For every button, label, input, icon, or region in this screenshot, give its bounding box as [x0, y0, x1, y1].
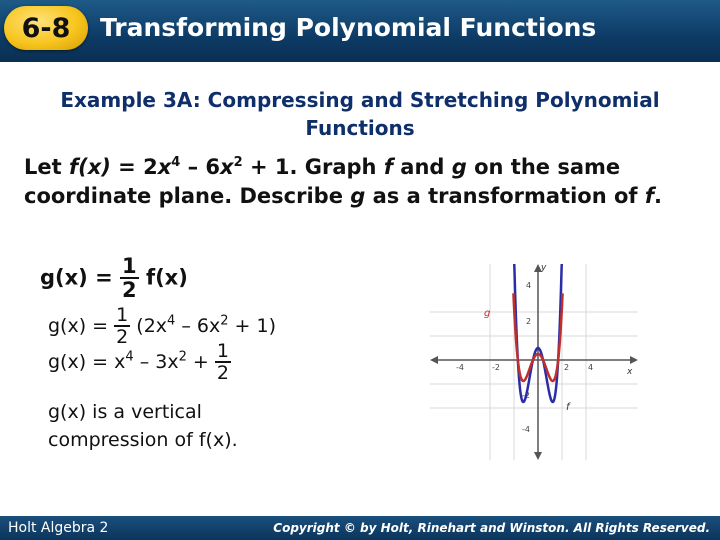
y-axis-label: y	[541, 264, 547, 273]
y-tick-label: 4	[526, 281, 532, 290]
problem-statement: Let $f(x) = 2x^4 - 6x^2 + 1$. Graph f and g on the same coordinate plane. Describe g as a transformation of f.	[24, 155, 662, 208]
x-tick-label: 2	[564, 363, 570, 372]
x-tick-label: -2	[492, 363, 500, 372]
y-axis-arrow-down-icon	[534, 452, 542, 460]
fraction-half: $\frac{1}{2}$	[122, 254, 137, 302]
curve-f-label: f	[566, 402, 570, 413]
fraction-half: $\frac{1}{2}$	[216, 340, 229, 384]
publisher-label: Holt Algebra 2	[8, 520, 109, 536]
y-tick-label: -2	[522, 391, 530, 400]
lesson-number: 6-8	[21, 13, 71, 44]
copyright-notice: Copyright © by Holt, Rinehart and Winston. All Rights Reserved.	[273, 521, 710, 535]
y-tick-label: 2	[526, 317, 532, 326]
header-bar	[0, 0, 720, 62]
equation-line-2: g(x) = $\frac{1}{2}$ $(2x^4 - 6x^2 + 1)$	[48, 304, 277, 348]
equation-line-1: g(x) = $\frac{1}{2}$ f(x)	[40, 254, 188, 302]
equation-line-3: $g(x) = x^4 - 3x^2$ + $\frac{1}{2}$	[48, 340, 229, 384]
transformation-description: g(x) is a vertical compression of f(x).	[48, 401, 238, 451]
function-graph	[430, 264, 638, 460]
x-tick-label: -4	[456, 363, 464, 372]
x-axis-label: x	[627, 367, 633, 377]
y-tick-label: -4	[522, 425, 530, 434]
footer-bar	[0, 516, 720, 540]
curve-g-label: g	[484, 308, 491, 319]
x-tick-label: 4	[588, 363, 594, 372]
x-axis-arrow-left-icon	[430, 356, 438, 364]
example-title: Example 3A: Compressing and Stretching Polynomial Functions	[60, 88, 660, 140]
x-axis-arrow-icon	[630, 356, 638, 364]
lesson-title: Transforming Polynomial Functions	[100, 13, 597, 42]
fraction-half: $\frac{1}{2}$	[116, 304, 129, 348]
lesson-badge	[4, 6, 88, 50]
grid	[430, 264, 638, 460]
